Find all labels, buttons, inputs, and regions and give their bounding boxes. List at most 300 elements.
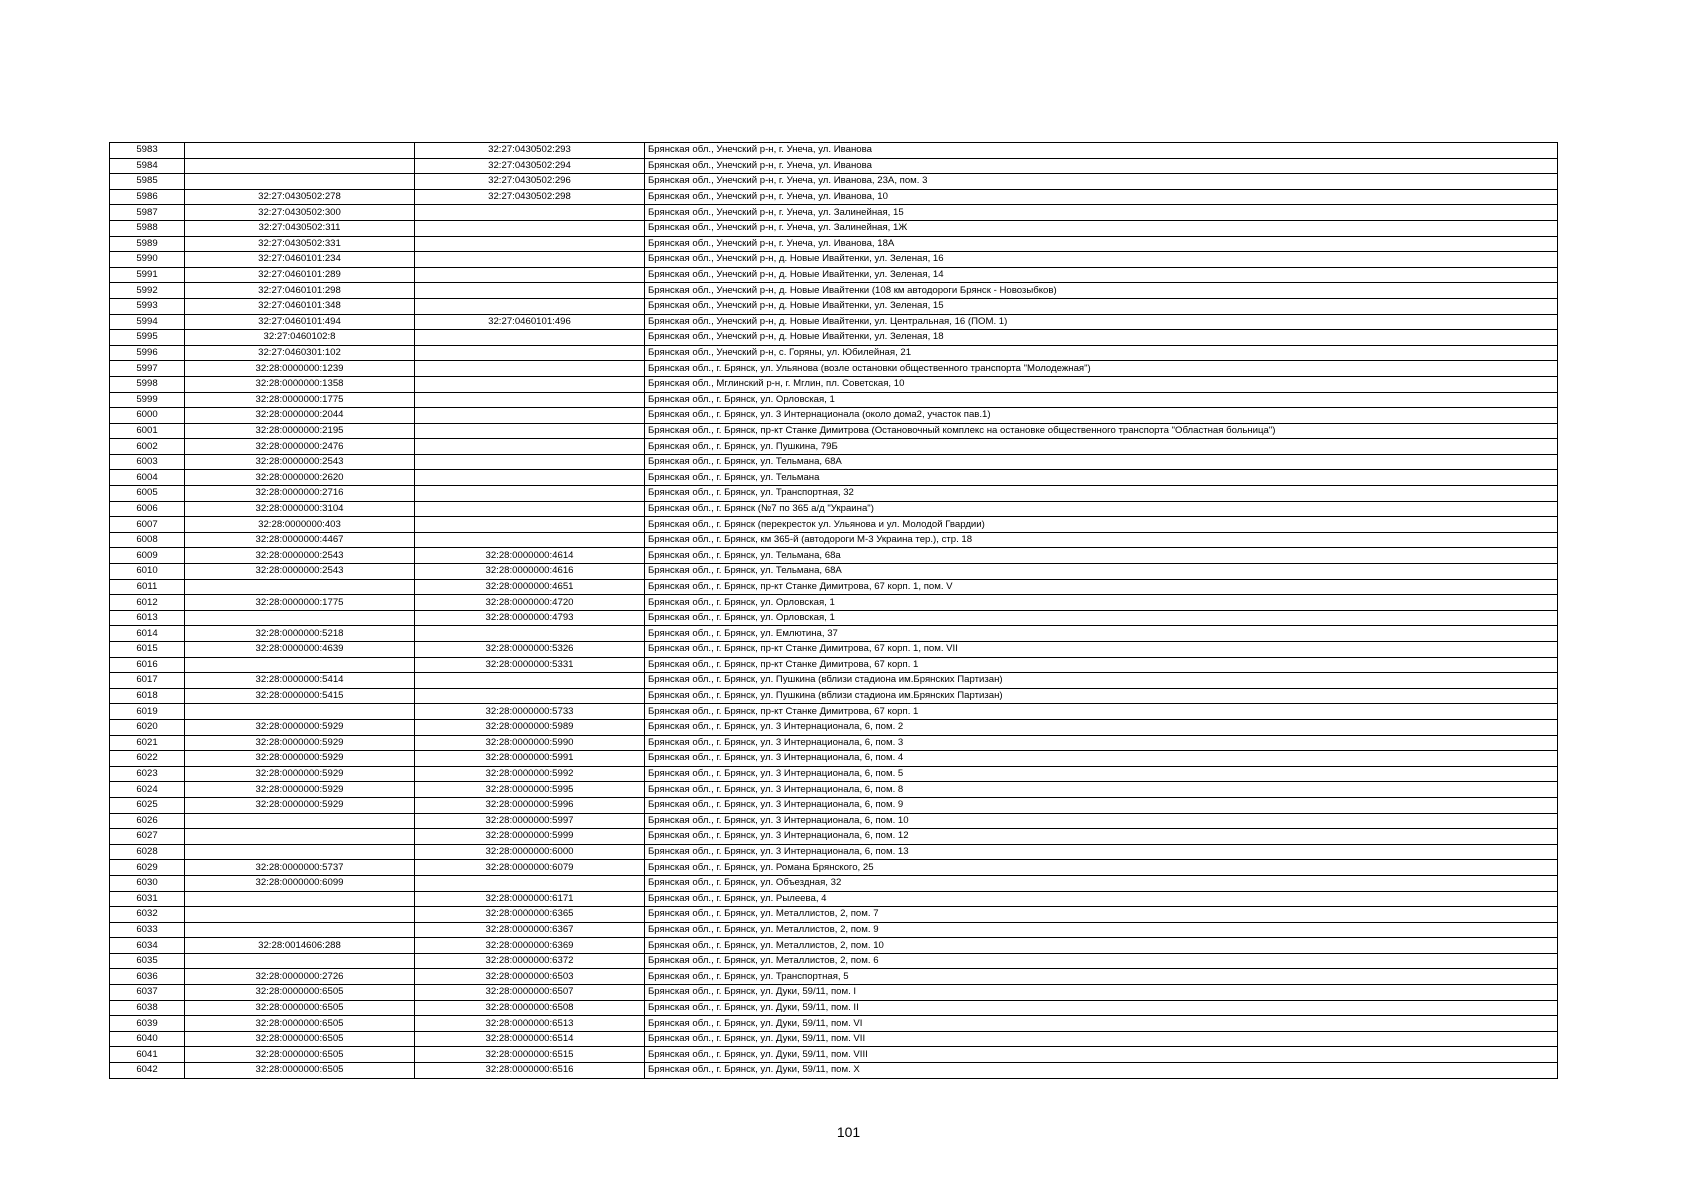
address-cell: Брянская обл., г. Брянск, ул. Пушкина (вблизи стадиона им.Брянских Партизан)	[645, 688, 1558, 704]
table-row	[110, 548, 1558, 564]
row-number-cell: 6004	[110, 470, 185, 486]
address-cell: Брянская обл., г. Брянск, ул. Объездная, 32	[645, 875, 1558, 891]
cadastral-number-cell	[185, 579, 415, 595]
table-row	[110, 220, 1558, 236]
table-row	[110, 766, 1558, 782]
related-cadastral-number-cell: 32:28:0000000:6079	[415, 860, 645, 876]
address-cell: Брянская обл., Унечский р-н, д. Новые Ивайтенки, ул. Зеленая, 14	[645, 267, 1558, 283]
table-row	[110, 938, 1558, 954]
row-number-cell: 6009	[110, 548, 185, 564]
address-cell: Брянская обл., г. Брянск, ул. Транспортная, 32	[645, 486, 1558, 502]
address-cell: Брянская обл., г. Брянск, ул. Тельмана, 68а	[645, 548, 1558, 564]
address-cell: Брянская обл., г. Брянск, ул. Емлютина, 37	[645, 626, 1558, 642]
table-row	[110, 423, 1558, 439]
related-cadastral-number-cell: 32:28:0000000:6171	[415, 891, 645, 907]
address-cell: Брянская обл., г. Брянск, ул. Дуки, 59/11, пом. VIII	[645, 1047, 1558, 1063]
table-row	[110, 1031, 1558, 1047]
cadastral-number-cell: 32:27:0430502:311	[185, 220, 415, 236]
table-row	[110, 501, 1558, 517]
table-row	[110, 969, 1558, 985]
row-number-cell: 5987	[110, 205, 185, 221]
related-cadastral-number-cell: 32:28:0000000:5326	[415, 642, 645, 658]
related-cadastral-number-cell	[415, 439, 645, 455]
address-cell: Брянская обл., г. Брянск, ул. Металлистов, 2, пом. 6	[645, 953, 1558, 969]
row-number-cell: 5994	[110, 314, 185, 330]
table-row	[110, 844, 1558, 860]
address-cell: Брянская обл., г. Брянск, ул. Ульянова (возле остановки общественного транспорта "Молодежная")	[645, 361, 1558, 377]
table-row	[110, 236, 1558, 252]
address-cell: Брянская обл., г. Брянск, ул. Орловская, 1	[645, 392, 1558, 408]
row-number-cell: 5998	[110, 376, 185, 392]
address-cell: Брянская обл., г. Брянск, ул. 3 Интернационала, 6, пом. 9	[645, 797, 1558, 813]
cadastral-number-cell: 32:28:0000000:4639	[185, 642, 415, 658]
related-cadastral-number-cell: 32:28:0000000:5991	[415, 751, 645, 767]
cadastral-number-cell: 32:28:0000000:6505	[185, 1063, 415, 1079]
table-row	[110, 143, 1558, 159]
table-row	[110, 657, 1558, 673]
row-number-cell: 6034	[110, 938, 185, 954]
row-number-cell: 6013	[110, 610, 185, 626]
related-cadastral-number-cell	[415, 626, 645, 642]
address-cell: Брянская обл., г. Брянск, ул. Тельмана, 68А	[645, 454, 1558, 470]
address-cell: Брянская обл., Унечский р-н, г. Унеча, ул. Залинейная, 1Ж	[645, 220, 1558, 236]
related-cadastral-number-cell	[415, 236, 645, 252]
address-cell: Брянская обл., г. Брянск, ул. 3 Интернационала, 6, пом. 12	[645, 829, 1558, 845]
row-number-cell: 6022	[110, 751, 185, 767]
table-row	[110, 891, 1558, 907]
table-row	[110, 860, 1558, 876]
address-cell: Брянская обл., г. Брянск, ул. 3 Интернационала, 6, пом. 4	[645, 751, 1558, 767]
row-number-cell: 5992	[110, 283, 185, 299]
table-row	[110, 719, 1558, 735]
related-cadastral-number-cell	[415, 875, 645, 891]
address-cell: Брянская обл., г. Брянск, ул. 3 Интернационала, 6, пом. 3	[645, 735, 1558, 751]
table-row	[110, 610, 1558, 626]
table-row	[110, 1000, 1558, 1016]
row-number-cell: 6003	[110, 454, 185, 470]
table-row	[110, 673, 1558, 689]
related-cadastral-number-cell	[415, 345, 645, 361]
table-row	[110, 439, 1558, 455]
row-number-cell: 6011	[110, 579, 185, 595]
cadastral-number-cell: 32:27:0430502:278	[185, 189, 415, 205]
address-cell: Брянская обл., г. Брянск, пр-кт Станке Димитрова (Остановочный комплекс на остановке общественного транспорта "Областная больница")	[645, 423, 1558, 439]
address-cell: Брянская обл., Унечский р-н, г. Унеча, ул. Залинейная, 15	[645, 205, 1558, 221]
related-cadastral-number-cell	[415, 688, 645, 704]
related-cadastral-number-cell	[415, 298, 645, 314]
row-number-cell: 6018	[110, 688, 185, 704]
table-row	[110, 735, 1558, 751]
cadastral-number-cell: 32:28:0000000:2543	[185, 548, 415, 564]
cadastral-number-cell: 32:28:0000000:403	[185, 517, 415, 533]
address-cell: Брянская обл., Унечский р-н, д. Новые Ивайтенки, ул. Зеленая, 18	[645, 330, 1558, 346]
related-cadastral-number-cell: 32:28:0000000:6515	[415, 1047, 645, 1063]
row-number-cell: 6041	[110, 1047, 185, 1063]
cadastral-number-cell	[185, 610, 415, 626]
cadastral-number-cell: 32:28:0000000:5929	[185, 797, 415, 813]
cadastral-number-cell: 32:27:0430502:331	[185, 236, 415, 252]
table-row	[110, 517, 1558, 533]
related-cadastral-number-cell: 32:28:0000000:5995	[415, 782, 645, 798]
table-row	[110, 875, 1558, 891]
address-cell: Брянская обл., г. Брянск, пр-кт Станке Димитрова, 67 корп. 1	[645, 704, 1558, 720]
address-cell: Брянская обл., г. Брянск, ул. 3 Интернационала, 6, пом. 13	[645, 844, 1558, 860]
related-cadastral-number-cell	[415, 470, 645, 486]
table-row	[110, 486, 1558, 502]
table-row	[110, 1016, 1558, 1032]
related-cadastral-number-cell: 32:28:0000000:4720	[415, 595, 645, 611]
row-number-cell: 6027	[110, 829, 185, 845]
table-row	[110, 267, 1558, 283]
address-cell: Брянская обл., г. Брянск, ул. Рылеева, 4	[645, 891, 1558, 907]
address-cell: Брянская обл., Мглинский р-н, г. Мглин, пл. Советская, 10	[645, 376, 1558, 392]
cadastral-number-cell	[185, 813, 415, 829]
table-row	[110, 392, 1558, 408]
related-cadastral-number-cell: 32:27:0430502:294	[415, 158, 645, 174]
row-number-cell: 6005	[110, 486, 185, 502]
address-cell: Брянская обл., г. Брянск (№7 по 365 а/д "Украина")	[645, 501, 1558, 517]
row-number-cell: 6032	[110, 907, 185, 923]
row-number-cell: 6037	[110, 985, 185, 1001]
table-row	[110, 298, 1558, 314]
cadastral-number-cell	[185, 143, 415, 159]
cadastral-number-cell: 32:28:0000000:2476	[185, 439, 415, 455]
address-cell: Брянская обл., г. Брянск, ул. Дуки, 59/11, пом. II	[645, 1000, 1558, 1016]
related-cadastral-number-cell	[415, 486, 645, 502]
row-number-cell: 6035	[110, 953, 185, 969]
row-number-cell: 5995	[110, 330, 185, 346]
address-cell: Брянская обл., г. Брянск (перекресток ул. Ульянова и ул. Молодой Гвардии)	[645, 517, 1558, 533]
cadastral-number-cell: 32:28:0000000:5414	[185, 673, 415, 689]
address-cell: Брянская обл., г. Брянск, ул. Пушкина (вблизи стадиона им.Брянских Партизан)	[645, 673, 1558, 689]
row-number-cell: 5990	[110, 252, 185, 268]
row-number-cell: 5988	[110, 220, 185, 236]
related-cadastral-number-cell	[415, 330, 645, 346]
cadastral-number-cell	[185, 704, 415, 720]
address-cell: Брянская обл., г. Брянск, ул. Дуки, 59/11, пом. I	[645, 985, 1558, 1001]
address-cell: Брянская обл., Унечский р-н, д. Новые Ивайтенки (108 км автодороги Брянск - Новозыбков)	[645, 283, 1558, 299]
cadastral-number-cell: 32:28:0000000:2195	[185, 423, 415, 439]
cadastral-number-cell: 32:28:0000000:2726	[185, 969, 415, 985]
cadastral-number-cell	[185, 829, 415, 845]
related-cadastral-number-cell: 32:28:0000000:6514	[415, 1031, 645, 1047]
table-row	[110, 579, 1558, 595]
row-number-cell: 6029	[110, 860, 185, 876]
table-row	[110, 751, 1558, 767]
address-cell: Брянская обл., г. Брянск, ул. 3 Интернационала, 6, пом. 2	[645, 719, 1558, 735]
related-cadastral-number-cell: 32:28:0000000:4614	[415, 548, 645, 564]
address-cell: Брянская обл., г. Брянск, ул. Дуки, 59/11, пом. X	[645, 1063, 1558, 1079]
cadastral-number-cell: 32:28:0000000:6099	[185, 875, 415, 891]
row-number-cell: 6042	[110, 1063, 185, 1079]
related-cadastral-number-cell: 32:28:0000000:6365	[415, 907, 645, 923]
row-number-cell: 6001	[110, 423, 185, 439]
address-cell: Брянская обл., Унечский р-н, д. Новые Ивайтенки, ул. Центральная, 16 (ПОМ. 1)	[645, 314, 1558, 330]
cadastral-number-cell: 32:27:0430502:300	[185, 205, 415, 221]
address-cell: Брянская обл., Унечский р-н, г. Унеча, ул. Иванова, 23А, пом. 3	[645, 174, 1558, 190]
address-cell: Брянская обл., г. Брянск, ул. 3 Интернационала, 6, пом. 10	[645, 813, 1558, 829]
address-cell: Брянская обл., г. Брянск, ул. Орловская, 1	[645, 610, 1558, 626]
address-cell: Брянская обл., Унечский р-н, г. Унеча, ул. Иванова	[645, 158, 1558, 174]
related-cadastral-number-cell: 32:28:0000000:6369	[415, 938, 645, 954]
related-cadastral-number-cell	[415, 205, 645, 221]
related-cadastral-number-cell	[415, 392, 645, 408]
cadastral-number-cell: 32:27:0460102:8	[185, 330, 415, 346]
cadastral-number-cell	[185, 922, 415, 938]
table-row	[110, 907, 1558, 923]
table-row	[110, 345, 1558, 361]
address-cell: Брянская обл., г. Брянск, ул. 3 Интернационала (около дома2, участок пав.1)	[645, 408, 1558, 424]
table-row	[110, 283, 1558, 299]
related-cadastral-number-cell: 32:28:0000000:6507	[415, 985, 645, 1001]
table-row	[110, 189, 1558, 205]
related-cadastral-number-cell: 32:27:0430502:298	[415, 189, 645, 205]
related-cadastral-number-cell	[415, 423, 645, 439]
address-cell: Брянская обл., г. Брянск, ул. Тельмана	[645, 470, 1558, 486]
related-cadastral-number-cell: 32:28:0000000:6000	[415, 844, 645, 860]
address-cell: Брянская обл., г. Брянск, ул. Металлистов, 2, пом. 10	[645, 938, 1558, 954]
row-number-cell: 6012	[110, 595, 185, 611]
table-row	[110, 532, 1558, 548]
cadastral-number-cell: 32:27:0460301:102	[185, 345, 415, 361]
row-number-cell: 6040	[110, 1031, 185, 1047]
cadastral-number-cell: 32:28:0000000:6505	[185, 1016, 415, 1032]
row-number-cell: 6030	[110, 875, 185, 891]
address-cell: Брянская обл., Унечский р-н, г. Унеча, ул. Иванова	[645, 143, 1558, 159]
table-row	[110, 205, 1558, 221]
cadastral-number-cell: 32:28:0000000:1775	[185, 595, 415, 611]
address-cell: Брянская обл., г. Брянск, пр-кт Станке Димитрова, 67 корп. 1, пом. VII	[645, 642, 1558, 658]
row-number-cell: 6021	[110, 735, 185, 751]
cadastral-number-cell: 32:28:0014606:288	[185, 938, 415, 954]
address-cell: Брянская обл., г. Брянск, ул. Орловская, 1	[645, 595, 1558, 611]
related-cadastral-number-cell: 32:28:0000000:5331	[415, 657, 645, 673]
cadastral-number-cell: 32:28:0000000:3104	[185, 501, 415, 517]
cadastral-number-cell: 32:28:0000000:5929	[185, 766, 415, 782]
row-number-cell: 5991	[110, 267, 185, 283]
cadastral-number-cell	[185, 174, 415, 190]
table-row	[110, 922, 1558, 938]
table-row	[110, 376, 1558, 392]
related-cadastral-number-cell: 32:28:0000000:4793	[415, 610, 645, 626]
cadastral-number-cell	[185, 891, 415, 907]
row-number-cell: 6000	[110, 408, 185, 424]
cadastral-number-cell: 32:27:0460101:348	[185, 298, 415, 314]
row-number-cell: 5985	[110, 174, 185, 190]
row-number-cell: 6016	[110, 657, 185, 673]
related-cadastral-number-cell	[415, 267, 645, 283]
related-cadastral-number-cell	[415, 252, 645, 268]
row-number-cell: 5983	[110, 143, 185, 159]
row-number-cell: 5996	[110, 345, 185, 361]
row-number-cell: 6019	[110, 704, 185, 720]
cadastral-number-cell: 32:28:0000000:2716	[185, 486, 415, 502]
address-cell: Брянская обл., г. Брянск, ул. Дуки, 59/11, пом. VII	[645, 1031, 1558, 1047]
table-row	[110, 985, 1558, 1001]
table-row	[110, 626, 1558, 642]
related-cadastral-number-cell: 32:28:0000000:4651	[415, 579, 645, 595]
table-row	[110, 314, 1558, 330]
table-row	[110, 330, 1558, 346]
registry-table	[109, 142, 1558, 1079]
cadastral-number-cell: 32:28:0000000:2620	[185, 470, 415, 486]
table-row	[110, 454, 1558, 470]
cadastral-number-cell: 32:28:0000000:6505	[185, 1047, 415, 1063]
cadastral-number-cell: 32:28:0000000:5218	[185, 626, 415, 642]
related-cadastral-number-cell: 32:28:0000000:6367	[415, 922, 645, 938]
row-number-cell: 6024	[110, 782, 185, 798]
related-cadastral-number-cell: 32:27:0430502:296	[415, 174, 645, 190]
row-number-cell: 6007	[110, 517, 185, 533]
related-cadastral-number-cell: 32:28:0000000:6372	[415, 953, 645, 969]
row-number-cell: 6023	[110, 766, 185, 782]
related-cadastral-number-cell: 32:28:0000000:5999	[415, 829, 645, 845]
table-row	[110, 1063, 1558, 1079]
cadastral-number-cell: 32:28:0000000:6505	[185, 985, 415, 1001]
address-cell: Брянская обл., г. Брянск, ул. Тельмана, 68А	[645, 564, 1558, 580]
cadastral-number-cell: 32:28:0000000:5929	[185, 719, 415, 735]
row-number-cell: 5999	[110, 392, 185, 408]
cadastral-number-cell	[185, 953, 415, 969]
cadastral-number-cell: 32:28:0000000:5929	[185, 735, 415, 751]
table-row	[110, 688, 1558, 704]
row-number-cell: 6025	[110, 797, 185, 813]
table-row	[110, 252, 1558, 268]
cadastral-number-cell: 32:28:0000000:2044	[185, 408, 415, 424]
address-cell: Брянская обл., г. Брянск, ул. Металлистов, 2, пом. 7	[645, 907, 1558, 923]
related-cadastral-number-cell	[415, 283, 645, 299]
address-cell: Брянская обл., г. Брянск, пр-кт Станке Димитрова, 67 корп. 1, пом. V	[645, 579, 1558, 595]
cadastral-number-cell: 32:28:0000000:1358	[185, 376, 415, 392]
table-row	[110, 642, 1558, 658]
related-cadastral-number-cell: 32:28:0000000:4616	[415, 564, 645, 580]
table-row	[110, 408, 1558, 424]
related-cadastral-number-cell	[415, 517, 645, 533]
table-row	[110, 361, 1558, 377]
address-cell: Брянская обл., Унечский р-н, г. Унеча, ул. Иванова, 10	[645, 189, 1558, 205]
table-row	[110, 595, 1558, 611]
row-number-cell: 6033	[110, 922, 185, 938]
registry-table-body	[110, 143, 1558, 1079]
row-number-cell: 6017	[110, 673, 185, 689]
address-cell: Брянская обл., г. Брянск, ул. Дуки, 59/11, пом. VI	[645, 1016, 1558, 1032]
cadastral-number-cell: 32:28:0000000:2543	[185, 454, 415, 470]
row-number-cell: 6014	[110, 626, 185, 642]
related-cadastral-number-cell	[415, 220, 645, 236]
related-cadastral-number-cell: 32:28:0000000:5989	[415, 719, 645, 735]
row-number-cell: 6008	[110, 532, 185, 548]
table-row	[110, 158, 1558, 174]
cadastral-number-cell: 32:28:0000000:5737	[185, 860, 415, 876]
address-cell: Брянская обл., г. Брянск, км 365-й (автодороги М-3 Украина тер.), стр. 18	[645, 532, 1558, 548]
row-number-cell: 6002	[110, 439, 185, 455]
cadastral-number-cell	[185, 844, 415, 860]
row-number-cell: 5986	[110, 189, 185, 205]
address-cell: Брянская обл., Унечский р-н, г. Унеча, ул. Иванова, 18А	[645, 236, 1558, 252]
table-row	[110, 174, 1558, 190]
related-cadastral-number-cell: 32:27:0430502:293	[415, 143, 645, 159]
address-cell: Брянская обл., Унечский р-н, д. Новые Ивайтенки, ул. Зеленая, 15	[645, 298, 1558, 314]
address-cell: Брянская обл., г. Брянск, ул. Пушкина, 79Б	[645, 439, 1558, 455]
related-cadastral-number-cell	[415, 501, 645, 517]
row-number-cell: 5989	[110, 236, 185, 252]
address-cell: Брянская обл., г. Брянск, ул. Металлистов, 2, пом. 9	[645, 922, 1558, 938]
cadastral-number-cell: 32:28:0000000:1239	[185, 361, 415, 377]
related-cadastral-number-cell	[415, 673, 645, 689]
cadastral-number-cell: 32:28:0000000:2543	[185, 564, 415, 580]
cadastral-number-cell: 32:27:0460101:494	[185, 314, 415, 330]
cadastral-number-cell	[185, 657, 415, 673]
table-row	[110, 953, 1558, 969]
cadastral-number-cell: 32:27:0460101:289	[185, 267, 415, 283]
cadastral-number-cell: 32:27:0460101:234	[185, 252, 415, 268]
row-number-cell: 6038	[110, 1000, 185, 1016]
page-number: 101	[836, 1124, 861, 1140]
address-cell: Брянская обл., г. Брянск, ул. Романа Брянского, 25	[645, 860, 1558, 876]
related-cadastral-number-cell: 32:28:0000000:6513	[415, 1016, 645, 1032]
related-cadastral-number-cell	[415, 408, 645, 424]
related-cadastral-number-cell	[415, 454, 645, 470]
row-number-cell: 6020	[110, 719, 185, 735]
cadastral-number-cell	[185, 158, 415, 174]
address-cell: Брянская обл., г. Брянск, ул. 3 Интернационала, 6, пом. 8	[645, 782, 1558, 798]
row-number-cell: 5997	[110, 361, 185, 377]
cadastral-number-cell: 32:28:0000000:5415	[185, 688, 415, 704]
row-number-cell: 6015	[110, 642, 185, 658]
row-number-cell: 6036	[110, 969, 185, 985]
table-row	[110, 1047, 1558, 1063]
related-cadastral-number-cell	[415, 361, 645, 377]
related-cadastral-number-cell	[415, 532, 645, 548]
table-row	[110, 564, 1558, 580]
cadastral-number-cell: 32:28:0000000:5929	[185, 751, 415, 767]
cadastral-number-cell: 32:28:0000000:1775	[185, 392, 415, 408]
address-cell: Брянская обл., Унечский р-н, с. Горяны, ул. Юбилейная, 21	[645, 345, 1558, 361]
related-cadastral-number-cell: 32:28:0000000:5733	[415, 704, 645, 720]
row-number-cell: 6039	[110, 1016, 185, 1032]
address-cell: Брянская обл., г. Брянск, ул. 3 Интернационала, 6, пом. 5	[645, 766, 1558, 782]
related-cadastral-number-cell	[415, 376, 645, 392]
cadastral-number-cell: 32:28:0000000:6505	[185, 1031, 415, 1047]
address-cell: Брянская обл., Унечский р-н, д. Новые Ивайтенки, ул. Зеленая, 16	[645, 252, 1558, 268]
row-number-cell: 6006	[110, 501, 185, 517]
cadastral-number-cell: 32:27:0460101:298	[185, 283, 415, 299]
table-row	[110, 813, 1558, 829]
related-cadastral-number-cell: 32:28:0000000:6508	[415, 1000, 645, 1016]
table-row	[110, 704, 1558, 720]
related-cadastral-number-cell: 32:28:0000000:5996	[415, 797, 645, 813]
related-cadastral-number-cell: 32:27:0460101:496	[415, 314, 645, 330]
related-cadastral-number-cell: 32:28:0000000:5990	[415, 735, 645, 751]
related-cadastral-number-cell: 32:28:0000000:5992	[415, 766, 645, 782]
row-number-cell: 6010	[110, 564, 185, 580]
row-number-cell: 5984	[110, 158, 185, 174]
cadastral-number-cell: 32:28:0000000:5929	[185, 782, 415, 798]
related-cadastral-number-cell: 32:28:0000000:5997	[415, 813, 645, 829]
related-cadastral-number-cell: 32:28:0000000:6516	[415, 1063, 645, 1079]
row-number-cell: 6028	[110, 844, 185, 860]
address-cell: Брянская обл., г. Брянск, ул. Транспортная, 5	[645, 969, 1558, 985]
table-row	[110, 797, 1558, 813]
table-row	[110, 470, 1558, 486]
related-cadastral-number-cell: 32:28:0000000:6503	[415, 969, 645, 985]
row-number-cell: 6026	[110, 813, 185, 829]
cadastral-number-cell: 32:28:0000000:4467	[185, 532, 415, 548]
cadastral-number-cell	[185, 907, 415, 923]
table-row	[110, 782, 1558, 798]
table-row	[110, 829, 1558, 845]
cadastral-number-cell: 32:28:0000000:6505	[185, 1000, 415, 1016]
